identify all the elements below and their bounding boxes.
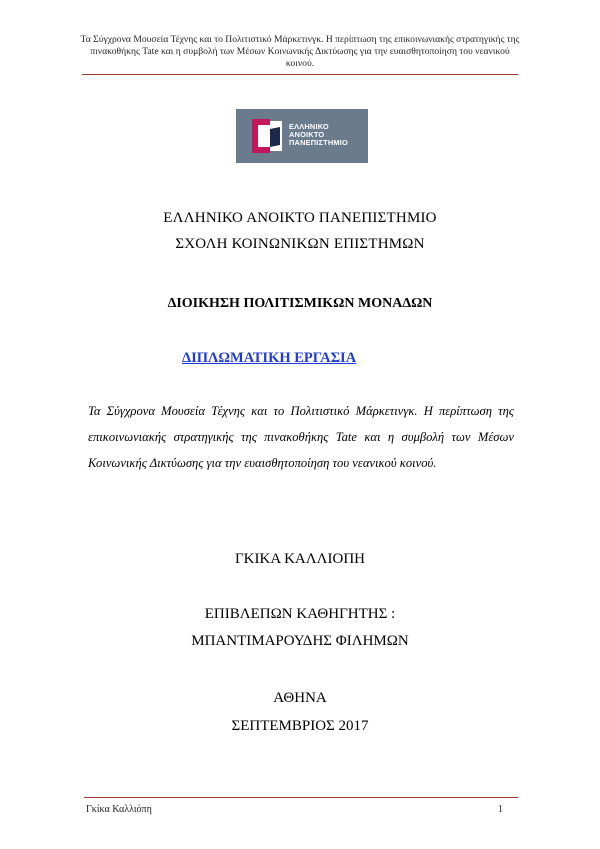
thesis-type-link[interactable]: ΔΙΠΛΩΜΑΤΙΚΗ ΕΡΓΑΣΙΑ [182,350,357,366]
place: ΑΘΗΝΑ [273,690,327,706]
logo-line-2: ΑΝΟΙΚΤΟ [289,130,325,140]
header-divider [82,74,518,75]
logo-book-icon [248,117,288,155]
university-logo [236,109,368,163]
logo-line-3: ΠΑΝΕΠΙΣΤΗΜΙΟ [289,138,348,148]
footer-divider [84,797,518,798]
submission-date: ΣΕΠΤΕΜΒΡΙΟΣ 2017 [231,718,369,734]
logo-wordmark [289,123,365,148]
logo-line-1: ΕΛΛΗΝΙΚΟ [289,122,329,131]
supervisor-label: ΕΠΙΒΛΕΠΩΝ ΚΑΘΗΓΗΤΗΣ : [204,606,396,622]
author-name: ΓΚΙΚΑ ΚΑΛΛΙΟΠΗ [235,551,365,567]
program-name: ΔΙΟΙΚΗΣΗ ΠΟΛΙΤΙΣΜΙΚΩΝ ΜΟΝΑΔΩΝ [167,296,433,311]
university-name: ΕΛΛΗΝΙΚΟ ΑΝΟΙΚΤΟ ΠΑΝΕΠΙΣΤΗΜΙΟ [163,210,437,226]
supervisor-name: ΜΠΑΝΤΙΜΑΡΟΥΔΗΣ ΦΙΛΗΜΩΝ [191,633,409,649]
page-number: 1 [498,804,503,815]
school-name: ΣΧΟΛΗ ΚΟΙΝΩΝΙΚΩΝ ΕΠΙΣΤΗΜΩΝ [175,236,425,252]
running-header: Τα Σύγχρονα Μουσεία Τέχνης και το Πολιτιστικό Μάρκετινγκ. Η περίπτωση της επικοινωνιακής στρατηγικής της πινακοθήκης Tate και η συμβολή των Μέσων Κοινωνικής Δικτύωσης για την ευαισθητοποίηση του νεανικού κοινού. [80,34,520,69]
footer-author: Γκίκα Καλλιόπη [86,804,152,815]
thesis-title: Τα Σύγχρονα Μουσεία Τέχνης και το Πολιτιστικό Μάρκετινγκ. Η περίπτωση της επικοινωνιακής στρατηγικής της πινακοθήκης Tate και η συμβολή των Μέσων Κοινωνικής Δικτύωσης για την ευαισθητοποίηση του νεανικού κοινού. [88,404,514,470]
